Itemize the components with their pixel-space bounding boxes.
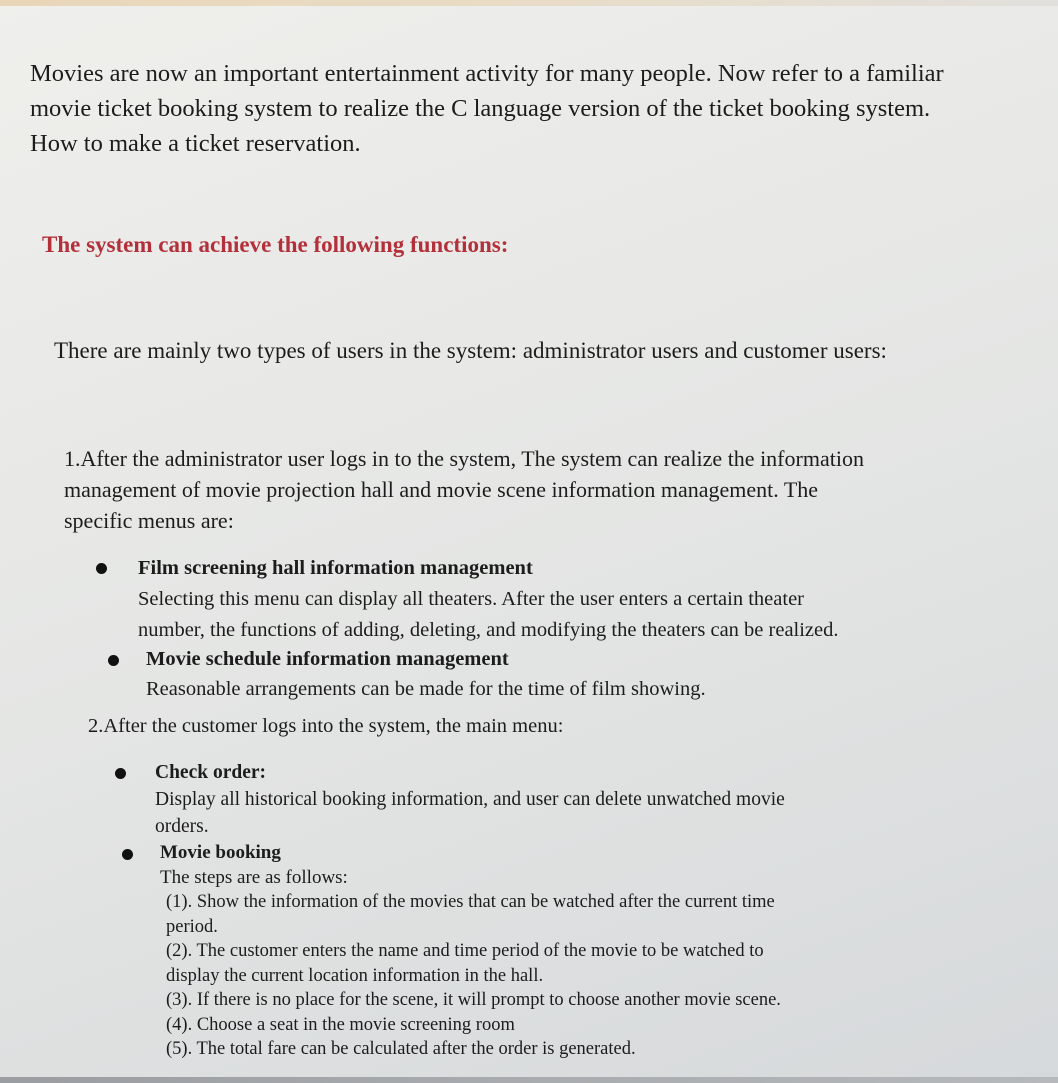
booking-steps-list [160, 890, 980, 1062]
item-description: number, the functions of adding, deleting, and modifying the theaters can be realized. [138, 619, 839, 641]
step-line: (3). If there is no place for the scene, it will prompt to choose another movie scene. [166, 990, 781, 1010]
step-line: (2). The customer enters the name and time period of the movie to be watched to [166, 941, 764, 961]
item-description: Display all historical booking information, and user can delete unwatched movie [155, 789, 785, 810]
bullet-icon [96, 563, 107, 574]
top-edge [0, 0, 1058, 6]
admin-line: specific menus are: [64, 508, 234, 533]
bullet-icon [108, 655, 119, 666]
list-item-check-order [155, 759, 975, 840]
customer-paragraph: 2.After the customer logs into the system, the main menu: [88, 715, 564, 737]
intro-paragraph [30, 56, 1040, 161]
item-title: Film screening hall information management [138, 557, 533, 579]
step-line: (5). The total fare can be calculated after the order is generated. [166, 1039, 636, 1059]
step-line: (4). Choose a seat in the movie screening room [166, 1014, 515, 1035]
step-line: display the current location information in the hall. [166, 965, 544, 986]
admin-paragraph [64, 443, 1014, 536]
item-description: Reasonable arrangements can be made for the time of film showing. [146, 678, 706, 700]
bottom-edge [0, 1077, 1058, 1083]
steps-intro: The steps are as follows: [160, 867, 348, 888]
item-title: Movie booking [160, 842, 281, 863]
step-line: (1). Show the information of the movies that can be watched after the current time [166, 892, 775, 912]
list-item-schedule-management [146, 644, 1006, 704]
admin-line: 1.After the administrator user logs in to the system, The system can realize the information [64, 446, 864, 471]
functions-heading: The system can achieve the following functions: [42, 232, 509, 257]
list-item-hall-management [138, 553, 1018, 646]
bullet-icon [122, 849, 133, 860]
step-line: period. [166, 916, 218, 937]
item-title: Movie schedule information management [146, 648, 509, 670]
intro-line: How to make a ticket reservation. [30, 130, 361, 157]
intro-line: Movies are now an important entertainment activity for many people. Now refer to a familiar [30, 60, 944, 87]
item-title: Check order: [155, 762, 267, 783]
list-item-movie-booking [160, 840, 980, 1062]
item-description: orders. [155, 816, 209, 837]
intro-line: movie ticket booking system to realize the C language version of the ticket booking system. [30, 95, 931, 122]
admin-line: management of movie projection hall and movie scene information management. The [64, 477, 819, 502]
bullet-icon [115, 768, 126, 779]
item-description: Selecting this menu can display all theaters. After the user enters a certain theater [138, 588, 804, 610]
user-types-paragraph: There are mainly two types of users in the system: administrator users and customer users: [54, 338, 887, 363]
